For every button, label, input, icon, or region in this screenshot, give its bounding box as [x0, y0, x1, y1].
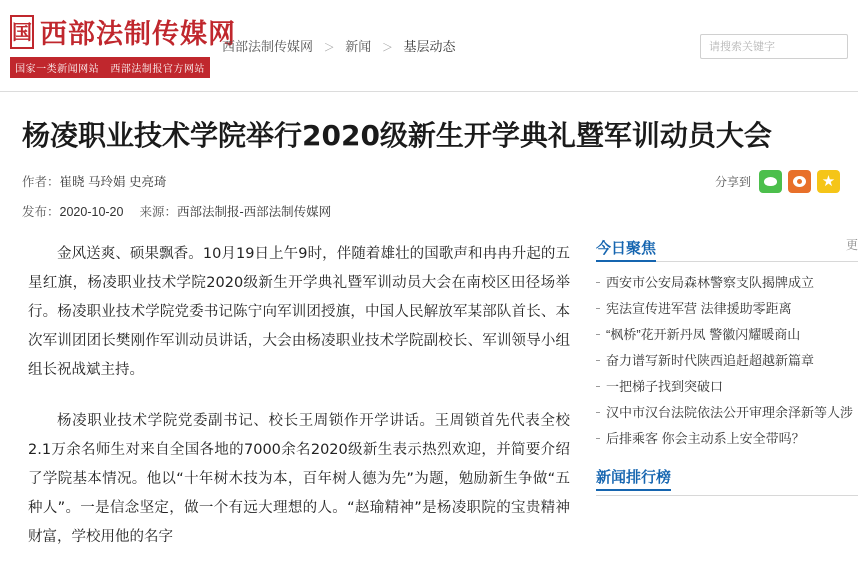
list-item[interactable]: 一把梯子找到突破口	[596, 374, 858, 400]
focus-news-list	[596, 270, 858, 452]
article-paragraph: 杨凌职业技术学院党委副书记、校长王周锁作开学讲话。王周锁首先代表全校2.1万余名师生对来自全国各地的7000余名2020级新生表示热烈欢迎，并简要介绍了学院基本情况。他以“十年树木技为本，百年树人德为先”为题，勉励新生争做“五种人”。一是信念坚定，做一个有远大理想的人。“赵瑜精神”是杨凌职院的宝贵精神财富，学校用他的名字	[28, 413, 570, 546]
date-label: 发布：	[22, 205, 60, 220]
article-paragraph: 金风送爽、硕果飘香。10月19日上午9时，伴随着雄壮的国歌声和冉冉升起的五星红旗，杨凌职业技术学院2020级新生开学典礼暨军训动员大会在南校区田径场举行。杨凌职业技术学院党委书记陈宁向军训团授旗，中国人民解放军某部队首长、本次军训团团长樊刚作军训动员讲话，大会由杨凌职业技术学院副校长、军训领导小组组长祝战斌主持。	[28, 246, 570, 379]
breadcrumb	[222, 36, 456, 55]
list-item[interactable]: 西安市公安局森林警察支队揭牌成立	[596, 270, 858, 296]
share-bar	[715, 170, 840, 193]
wechat-icon[interactable]	[759, 170, 782, 193]
site-logo[interactable]	[10, 12, 236, 78]
author-label: 作者：	[22, 175, 60, 190]
focus-card-more-link[interactable]: 更	[845, 238, 858, 253]
source-value: 西部法制报-西部法制传媒网	[176, 205, 332, 220]
site-subtitle-left: 国家一类新闻网站	[15, 64, 100, 75]
content-area	[0, 232, 858, 567]
article-date-line	[22, 202, 836, 220]
focus-card	[596, 236, 858, 452]
source-label: 来源：	[139, 205, 177, 220]
list-item[interactable]: 宪法宣传进军营 法律援助零距离	[596, 296, 858, 322]
site-subtitle-right: 西部法制报官方网站	[110, 64, 205, 75]
author-value: 崔晓 马玲娟 史亮琦	[59, 175, 167, 190]
breadcrumb-separator-icon: ＞	[381, 42, 393, 54]
search-box[interactable]	[700, 34, 848, 59]
breadcrumb-item-0[interactable]: 西部法制传媒网	[222, 39, 314, 54]
logo-badge-icon: 国	[10, 15, 34, 49]
list-item[interactable]: 奋力谱写新时代陕西追赶超越新篇章	[596, 348, 858, 374]
logo-main	[10, 12, 236, 51]
list-item[interactable]: 汉中市汉台法院依法公开审理余泽新等人涉	[596, 400, 858, 426]
list-item[interactable]: 后排乘客 你会主动系上安全带吗？	[596, 426, 858, 452]
focus-card-title: 今日聚焦	[596, 237, 656, 262]
sidebar	[596, 232, 858, 567]
ranking-card-title: 新闻排行榜	[596, 466, 671, 491]
site-subtitle-bar	[10, 57, 210, 78]
page-title: 杨凌职业技术学院举行2020级新生开学典礼暨军训动员大会	[22, 119, 772, 152]
focus-card-header	[596, 236, 858, 262]
weibo-icon[interactable]	[788, 170, 811, 193]
qzone-icon[interactable]	[817, 170, 840, 193]
breadcrumb-item-1[interactable]: 新闻	[345, 39, 372, 54]
site-header	[0, 0, 858, 92]
search-input[interactable]	[701, 35, 847, 58]
date-value: 2020-10-20	[59, 205, 124, 220]
article-author-line	[22, 172, 836, 190]
breadcrumb-item-2[interactable]: 基层动态	[403, 39, 456, 54]
list-item[interactable]: “枫桥”花开新丹凤 警徽闪耀暖商山	[596, 322, 858, 348]
article-header	[0, 92, 858, 220]
breadcrumb-separator-icon: ＞	[323, 42, 335, 54]
site-title: 西部法制传媒网	[40, 19, 236, 50]
ranking-card-header	[596, 466, 858, 496]
article-body	[0, 232, 596, 567]
share-label: 分享到	[714, 175, 751, 189]
